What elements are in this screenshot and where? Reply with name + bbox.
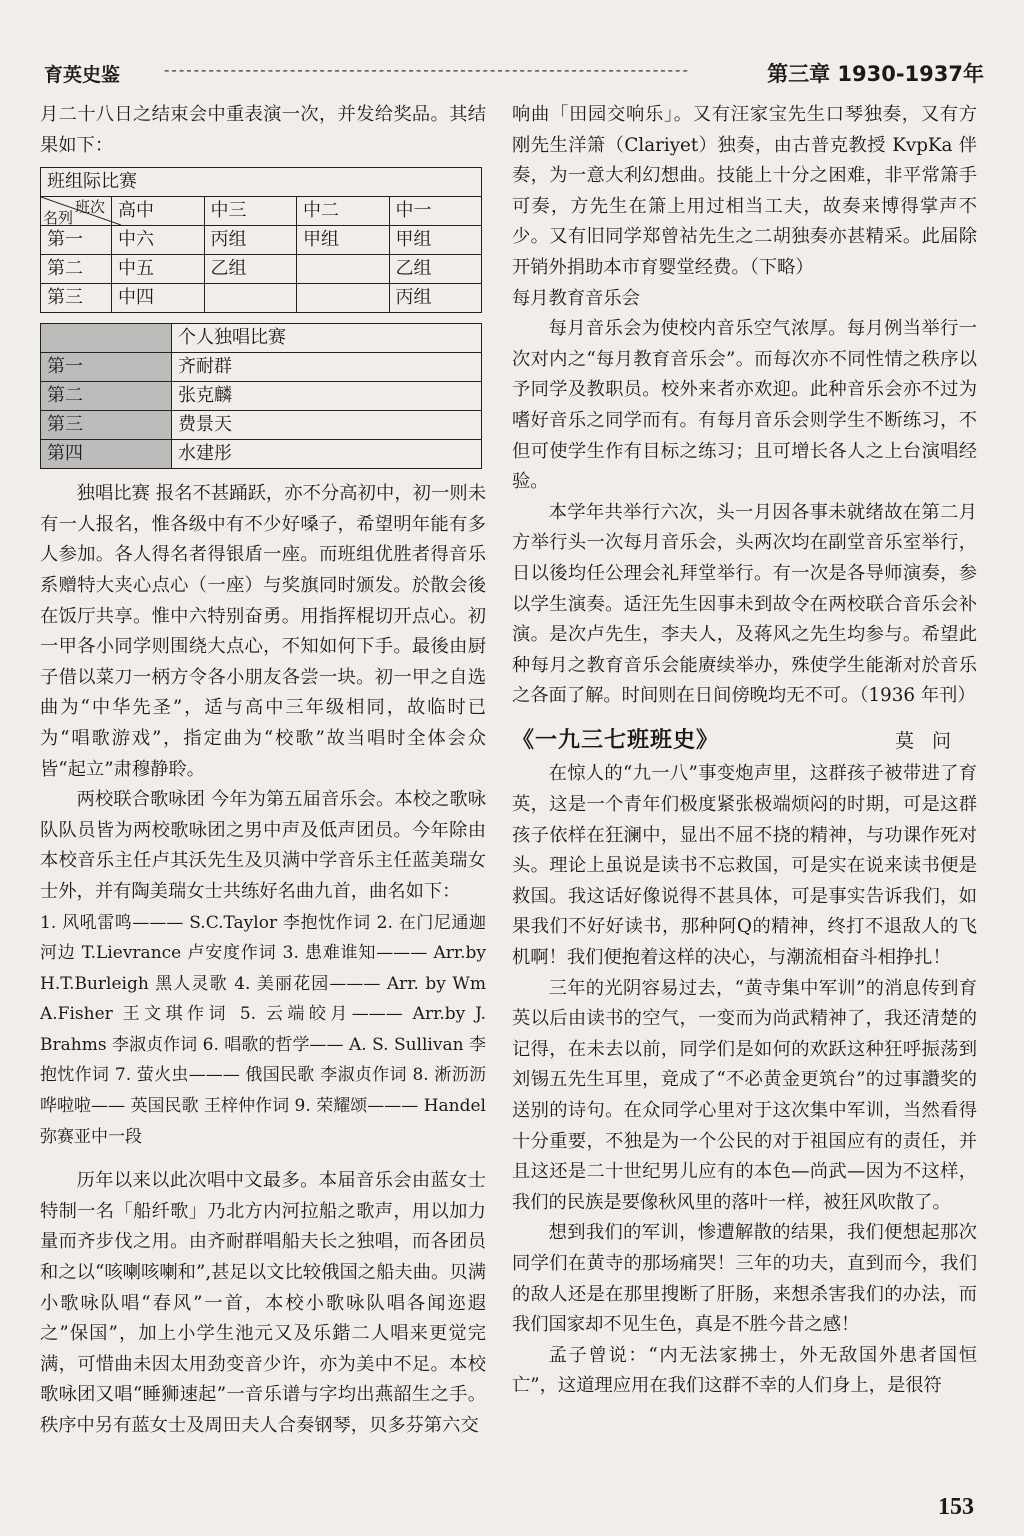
column-header: 中二 — [297, 197, 390, 226]
left-column — [40, 100, 486, 1442]
table-cell: 甲组 — [297, 226, 390, 255]
header-rule: ----------------------------------------------------------------------- — [164, 60, 690, 79]
paragraph: 独唱比赛 报名不甚踊跃，亦不分高初中，初一则未有一人报名，惟各级中有不少好嗓子，希望明年能有多人参加。各人得名者得银盾一座。而班组优胜者得音乐系赠特大夹心点心（一座）与奖旗同时颁发。於散会後在饭厅共享。惟中六特别奋勇。用指挥棍切开点心。初一甲各小同学则围绕大点心，不知如何下手。最後由厨子借以菜刀一柄方令各小朋友各尝一块。初一甲之自选曲为“中华先圣”，适与高中三年级相同，故临时已为“唱歌游戏”，指定曲为“校歌”故当唱时全体会众皆“起立”肃穆静聆。 — [40, 483, 486, 780]
right-column — [512, 100, 977, 1402]
article-title: 《一九三七班班史》 — [512, 727, 720, 753]
section-heading: 每月教育音乐会 — [512, 287, 640, 309]
song-list: 1. 风吼雷鸣——— S.C.Taylor 李抱忱作词 2. 在门尼通迦河边 T.Lievrance 卢安度作词 3. 患难谁知——— Arr.by H.T.Burleigh 黑人灵歌 4. 美丽花园——— Arr. by Wm A.Fisher 王文琪作词 5. 云端皎月——— Arr.by J. Brahms 李淑贞作词 6. 唱歌的哲学—— A. S. Sullivan 李抱忱作词 7. 萤火虫——— 俄国民歌 李淑贞作词 8. 淅沥沥哗啦啦—— 英国民歌 王梓仲作词 9. 荣耀颂——— Handel 弥赛亚中一段 — [40, 912, 486, 1147]
paragraph: 三年的光阴容易过去，“黄寺集中军训”的消息传到育英以后由读书的空气，一变而为尚武精神了，我还清楚的记得，在未去以前，同学们是如何的欢跃这种狂呼振荡到刘锡五先生耳里，竟成了“不必黄金更筑台”的过事讚奖的送别的诗句。在众同学心里对于这次集中军训，当然看得十分重要，不独是为一个公民的对于祖国应有的责任，并且这还是二十世纪男儿应有的本色—尚武—因为不这样，我们的民族是要像秋风里的落叶一样，被狂风吹散了。 — [512, 977, 977, 1213]
rank-cell: 第三 — [41, 411, 172, 440]
rank-cell: 第一 — [41, 226, 112, 255]
column-header: 中三 — [204, 197, 297, 226]
table-cell — [297, 255, 390, 284]
table-cell: 中四 — [112, 284, 205, 313]
table-cell: 费景天 — [172, 411, 482, 440]
blank-header-cell — [41, 324, 172, 353]
table-row — [41, 226, 482, 255]
table-cell: 乙组 — [204, 255, 297, 284]
table-cell: 甲组 — [389, 226, 482, 255]
table-cell: 水建彤 — [172, 440, 482, 469]
header-chapter: 第三章 1930-1937年 — [767, 62, 984, 86]
table-row — [41, 284, 482, 313]
rank-cell: 第四 — [41, 440, 172, 469]
table-caption: 个人独唱比赛 — [172, 324, 482, 353]
column-header: 高中 — [112, 197, 205, 226]
page-number: 153 — [938, 1494, 974, 1520]
table-row — [41, 411, 482, 440]
table-row — [41, 382, 482, 411]
table-cell — [204, 284, 297, 313]
table-cell: 中五 — [112, 255, 205, 284]
table-caption: 班组际比赛 — [41, 168, 482, 197]
rank-cell: 第二 — [41, 382, 172, 411]
rank-cell: 第二 — [41, 255, 112, 284]
paragraph: 每月音乐会为使校内音乐空气浓厚。每月例当举行一次对内之“每月教育音乐会”。而每次亦不同性情之秩序以予同学及教职员。校外来者亦欢迎。此种音乐会亦不过为嗜好音乐之同学而有。有每月音乐会则学生不断练习，不但可使学生作有目标之练习；且可增长各人之上台演唱经验。 — [512, 318, 977, 493]
paragraph: 孟子曾说：“内无法家拂士，外无敌国外患者国恒亡”，这道理应用在我们这群不幸的人们身上，是很符 — [512, 1344, 977, 1397]
table-row — [41, 255, 482, 284]
table-row — [41, 353, 482, 382]
corner-label-top: 班次 — [74, 198, 105, 217]
paragraph: 本学年共举行六次，头一月因各事未就绪故在第二月方举行头一次每月音乐会，头两次均在副堂音乐室举行，日以後均任公理会礼拜堂举行。有一次是各导师演奏，参以学生演奏。适汪先生因事未到故令在两校联合音乐会补演。是次卢先生，李夫人，及蒋风之先生均参与。希望此种每月之教育音乐会能赓续举办，殊使学生能渐对於音乐之各面了解。时间则在日间傍晚均无不可。（1936 年刊） — [512, 501, 977, 707]
paragraph: 响曲「田园交响乐」。又有汪家宝先生口琴独奏，又有方刚先生洋箫（Clariyet）独奏，由古普克教授 KvpKa 伴奏，为一意大利幻想曲。技能上十分之困难，非平常箫手可奏，方先生在箫上用过相当工夫，故奏来博得掌声不少。又有旧同学郑曾祜先生之二胡独奏亦甚精采。此届除开销外捐助本市育婴堂经费。（下略） — [512, 104, 977, 278]
paragraph: 历年以来以此次唱中文最多。本届音乐会由蓝女士特制一名「船纤歌」乃北方内河拉船之歌声，用以加力量而齐步伐之用。由齐耐群唱船夫长之独唱，而各团员和之以“咳喇咳喇和”,甚足以文比较俄国之船夫曲。贝满小歌咏队唱“春风”一首，本校小歌咏队唱各闻迩遐之”保国”，加上小学生池元又及乐鍇二人唱来更觉完满，可惜曲未因太用劲变音少许，亦为美中不足。本校歌咏团又唱“睡狮速起”一音乐谱与字均出燕韶生之手。秩序中另有蓝女士及周田夫人合奏钢琴，贝多芬第六交 — [40, 1170, 486, 1436]
table-cell: 张克麟 — [172, 382, 482, 411]
table-cell: 丙组 — [204, 226, 297, 255]
running-header — [44, 56, 984, 90]
header-book-title: 育英史鉴 — [44, 64, 121, 86]
table-row — [41, 440, 482, 469]
rank-cell: 第一 — [41, 353, 172, 382]
class-competition-table — [40, 167, 482, 313]
table-cell: 齐耐群 — [172, 353, 482, 382]
table-cell — [297, 284, 390, 313]
article-title-line — [512, 726, 977, 758]
paragraph: 在惊人的“九一八”事变炮声里，这群孩子被带进了育英，这是一个青年们极度紧张极端烦闷的时期，可是这群孩子依样在狂澜中，显出不屈不挠的精神，与功课作死对头。理论上虽说是读书不忘救国，可是实在说来读书便是救国。我这话好像说得不甚具体，可是事实告诉我们，如果我们不好好读书，那种阿Q的精神，终打不退敌人的飞机啊！我们便抱着这样的决心，与潮流相奋斗相挣扎！ — [512, 763, 977, 969]
table-cell: 中六 — [112, 226, 205, 255]
paragraph: 想到我们的军训，惨遭解散的结果，我们便想起那次同学们在黄寺的那场痛哭！三年的功夫，直到而今，我们的敌人还是在那里搜断了肝肠，来想杀害我们的办法，而我们国家却不见生色，真是不胜今昔之感！ — [512, 1222, 977, 1336]
table-cell: 丙组 — [389, 284, 482, 313]
article-author: 莫问 — [894, 729, 969, 752]
paragraph: 月二十八日之结束会中重表演一次，并发给奖品。其结果如下： — [40, 104, 486, 156]
corner-label-bottom: 名列 — [43, 209, 74, 228]
rank-cell: 第三 — [41, 284, 112, 313]
diagonal-header-cell — [41, 197, 112, 226]
column-header: 中一 — [389, 197, 482, 226]
solo-competition-table — [40, 323, 482, 469]
paragraph: 两校联合歌咏团 今年为第五届音乐会。本校之歌咏队队员皆为两校歌咏团之男中声及低声团员。今年除由本校音乐主任卢其沃先生及贝满中学音乐主任蓝美瑞女士外，并有陶美瑞女士共练好名曲九首，曲名如下： — [40, 789, 486, 902]
table-cell: 乙组 — [389, 255, 482, 284]
